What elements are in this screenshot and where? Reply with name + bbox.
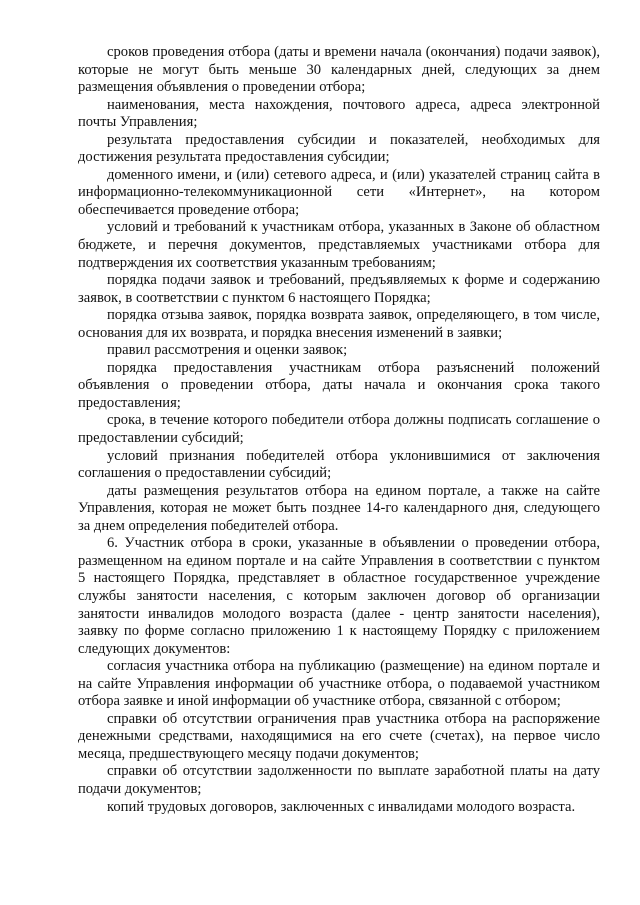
paragraph-application-procedure: порядка подачи заявок и требований, предъявляемых к форме и содержанию заявок, в соответствии с пунктом 6 настоящего Порядка; (78, 272, 600, 306)
paragraph-labor-contracts: копий трудовых договоров, заключенных с инвалидами молодого возраста. (107, 798, 576, 815)
paragraph-domain-name: доменного имени, и (или) сетевого адреса, и (или) указателей страниц сайта в информационно-телекоммуникационной сети «Интернет», на котором обеспечивается проведение отбора; (78, 166, 600, 218)
document-body (78, 44, 600, 816)
paragraph-management-address: наименования, места нахождения, почтового адреса, адреса электронной почты Управления; (78, 96, 600, 131)
paragraph-results-publication: даты размещения результатов отбора на едином портале, а также на сайте Управления, которая не может быть позднее 14-го календарного дня, следующего за днем определения победителей отбора. (78, 482, 600, 534)
paragraph-selection-deadlines: сроков проведения отбора (даты и времени начала (окончания) подачи заявок), которые не могут быть меньше 30 календарных дней, следующих за днем размещения объявления о проведении отбора; (78, 44, 600, 96)
paragraph-review-rules: правил рассмотрения и оценки заявок; (107, 342, 348, 359)
paragraph-consent-publication: согласия участника отбора на публикацию (размещение) на едином портале и на сайте Управления информации об участнике отбора, о подаваемой участником отбора заявке и иной информации об участнике отбора, связанной с отбором; (78, 658, 600, 710)
paragraph-evasion-conditions: условий признания победителей отбора уклонившимися от заключения соглашения о предоставлении субсидий; (78, 447, 600, 482)
paragraph-clarifications: порядка предоставления участникам отбора разъяснений положений объявления о проведении отбора, даты начала и окончания срока такого предоставления; (78, 359, 600, 411)
paragraph-subsidy-result: результата предоставления субсидии и показателей, необходимых для достижения результата предоставления субсидии; (78, 131, 600, 166)
paragraph-section-6: 6. Участник отбора в сроки, указанные в объявлении о проведении отбора, размещенном на едином портале и на сайте Управления в соответствии с пунктом 5 настоящего Порядка, представляет в областное государственное учреждение службы занятости населения, с которым заключен договор об организации занятости инвалидов молодого возраста (далее - центр занятости населения), заявку по форме согласно приложению 1 к настоящему Порядку с приложением следующих документов: (78, 535, 600, 657)
paragraph-application-withdrawal: порядка отзыва заявок, порядка возврата заявок, определяющего, в том числе, основания для их возврата, и порядка внесения изменений в заявки; (78, 307, 600, 341)
paragraph-agreement-deadline: срока, в течение которого победители отбора должны подписать соглашение о предоставлении субсидий; (78, 412, 600, 447)
paragraph-wage-certificate: справки об отсутствии задолженности по выплате заработной платы на дату подачи документов; (78, 763, 600, 797)
paragraph-participant-requirements: условий и требований к участникам отбора, указанных в Законе об областном бюджете, и перечня документов, представляемых участниками отбора для подтверждения их соответствия указанным требованиям; (78, 219, 600, 271)
paragraph-account-certificate: справки об отсутствии ограничения прав участника отбора на распоряжение денежными средствами, находящимися на его счете (счетах), на первое число месяца, предшествующего месяцу подачи документов; (78, 710, 600, 762)
